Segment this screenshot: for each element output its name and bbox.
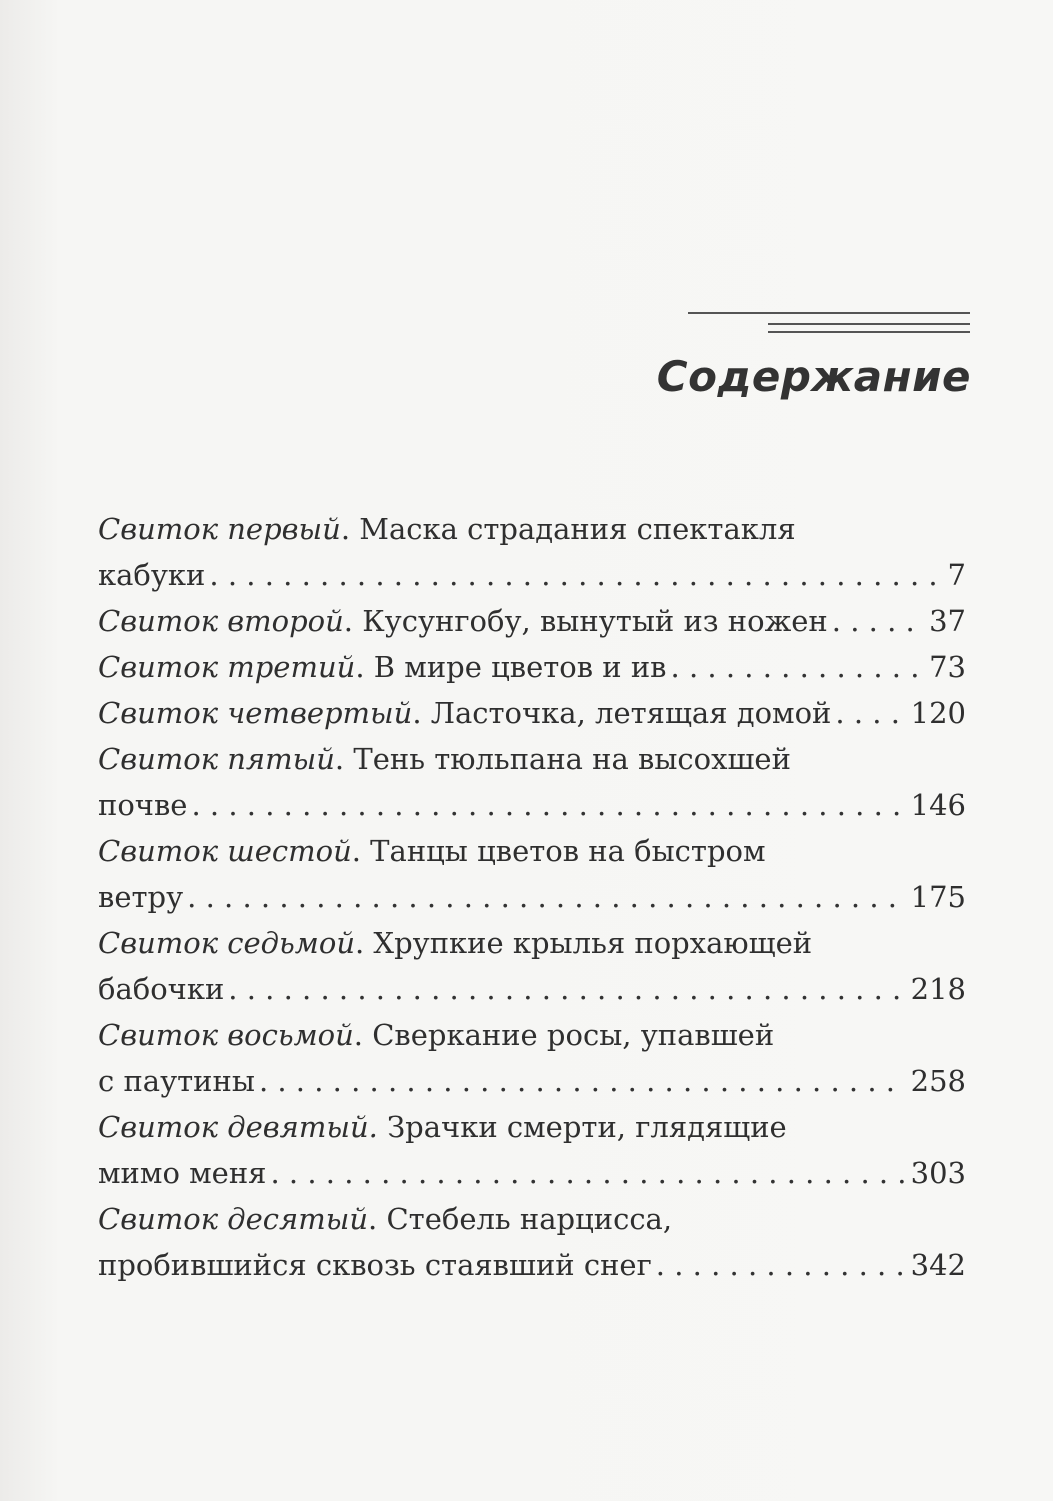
- toc-entry-title: . Хрупкие крылья порхающей: [355, 926, 813, 960]
- toc-entry-page: 146: [910, 788, 966, 822]
- dot-leader: [187, 874, 904, 920]
- toc-entry-page: 7: [947, 558, 966, 592]
- dot-leader: [228, 966, 904, 1012]
- toc-entry[interactable]: [98, 690, 966, 736]
- toc-entry-label: Свиток второй: [98, 604, 344, 638]
- toc-entry-title-cont: кабуки: [98, 558, 206, 592]
- toc-entry-label: Свиток четвертый: [98, 696, 413, 730]
- toc-entry-page: 120: [910, 696, 966, 730]
- toc-entry-page: 175: [910, 880, 966, 914]
- toc-entry-title: . Тень тюльпана на высохшей: [334, 742, 791, 776]
- toc-entry-page: 258: [910, 1064, 966, 1098]
- toc-entry-label: Свиток седьмой: [98, 926, 355, 960]
- toc-entry-title: Зрачки смерти, глядящие: [377, 1110, 787, 1144]
- toc-entry-leader-line: [98, 690, 966, 736]
- toc-entry-title: . Сверкание росы, упавшей: [353, 1018, 775, 1052]
- toc-entry-label: Свиток третий: [98, 650, 356, 684]
- toc-entry[interactable]: [98, 644, 966, 690]
- toc-entry[interactable]: [98, 920, 966, 1012]
- toc-entry-first-line: [98, 920, 966, 966]
- dot-leader: [270, 1150, 904, 1196]
- decorative-rule: [688, 312, 970, 314]
- toc-entry-leader-line: [98, 552, 966, 598]
- toc-entry-leader-line: [98, 874, 966, 920]
- toc-entry[interactable]: [98, 1104, 966, 1196]
- dot-leader: [209, 552, 941, 598]
- toc-entry-title-cont: бабочки: [98, 972, 225, 1006]
- toc-entry-title: . Ласточка, летящая домой: [412, 696, 832, 730]
- toc-entry-title-cont: мимо меня: [98, 1156, 267, 1190]
- toc-entry-leader-line: [98, 1242, 966, 1288]
- toc-entry-label: Свиток девятый.: [98, 1110, 378, 1144]
- toc-entry-page: 303: [910, 1156, 966, 1190]
- toc-entry-first-line: [98, 506, 966, 552]
- toc-entry-title-cont: с паутины: [98, 1064, 255, 1098]
- toc-entry-label: Свиток десятый: [98, 1202, 369, 1236]
- dot-leader: [835, 690, 904, 736]
- toc-entry-title-cont: ветру: [98, 880, 184, 914]
- dot-leader: [259, 1058, 905, 1104]
- toc-entry-first-line: [98, 736, 966, 782]
- toc-entry-label: Свиток восьмой: [98, 1018, 354, 1052]
- toc-entry[interactable]: [98, 1012, 966, 1104]
- toc-entry-first-line: [98, 1104, 966, 1150]
- toc-entry-first-line: [98, 1012, 966, 1058]
- toc-entry[interactable]: [98, 736, 966, 828]
- table-of-contents: [98, 506, 966, 1288]
- decorative-rule: [768, 331, 970, 333]
- toc-entry-label: Свиток первый: [98, 512, 341, 546]
- dot-leader: [671, 644, 924, 690]
- toc-entry-leader-line: [98, 598, 966, 644]
- toc-entry[interactable]: [98, 598, 966, 644]
- toc-entry-first-line: [98, 828, 966, 874]
- dot-leader: [656, 1242, 905, 1288]
- toc-entry-title: . Стебель нарцисса,: [368, 1202, 673, 1236]
- toc-entry-leader-line: [98, 1058, 966, 1104]
- page-title: Содержание: [656, 352, 971, 401]
- decorative-rule: [768, 323, 970, 325]
- toc-entry-leader-line: [98, 782, 966, 828]
- toc-entry[interactable]: [98, 506, 966, 598]
- toc-entry-leader-line: [98, 644, 966, 690]
- toc-entry-first-line: [98, 1196, 966, 1242]
- toc-entry-title-cont: пробившийся сквозь стаявший снег: [98, 1248, 652, 1282]
- toc-entry-title-cont: почве: [98, 788, 188, 822]
- toc-entry-page: 37: [929, 604, 966, 638]
- toc-entry[interactable]: [98, 828, 966, 920]
- toc-entry-label: Свиток пятый: [98, 742, 335, 776]
- toc-entry[interactable]: [98, 1196, 966, 1288]
- toc-entry-title: . Танцы цветов на быстром: [351, 834, 766, 868]
- toc-entry-title: . Кусунгобу, вынутый из ножен: [343, 604, 828, 638]
- toc-entry-leader-line: [98, 966, 966, 1012]
- toc-entry-page: 342: [910, 1248, 966, 1282]
- toc-entry-page: 73: [929, 650, 966, 684]
- dot-leader: [191, 782, 904, 828]
- toc-entry-title: . В мире цветов и ив: [355, 650, 667, 684]
- toc-entry-label: Свиток шестой: [98, 834, 352, 868]
- toc-entry-leader-line: [98, 1150, 966, 1196]
- dot-leader: [832, 598, 923, 644]
- toc-entry-page: 218: [910, 972, 966, 1006]
- toc-entry-title: . Маска страдания спектакля: [340, 512, 796, 546]
